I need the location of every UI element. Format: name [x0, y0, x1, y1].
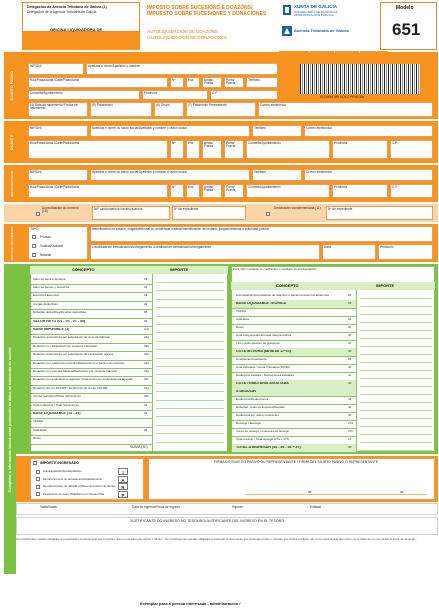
right-row-amount[interactable] — [360, 421, 432, 428]
right-row-label: BASE LIQUIDABLE TEÓRICA — [236, 302, 287, 305]
right-row-label: COTA TRIBUTARIA AXUSTADA — [236, 382, 289, 385]
firma-de-1: de — [308, 490, 312, 494]
privado-checkbox[interactable] — [32, 235, 36, 239]
right-row-number: 38 — [348, 349, 352, 353]
right-row-divider — [231, 308, 356, 309]
re-porta-label: Porta/ Puerta — [226, 185, 236, 193]
re-provincia-label: Provincia — [334, 185, 348, 189]
notarial-label: Notarial — [40, 253, 51, 257]
left-row-label: Redución autonómica por adquisición de explotación agraria — [33, 353, 114, 357]
left-row-label: Redución por vivenda habitual/Reducción por vivienda habitual — [33, 369, 117, 373]
right-concepto-header: CONCEPTO — [276, 283, 299, 288]
left-row-number: 03 — [144, 293, 148, 298]
notarial-checkbox[interactable] — [32, 253, 36, 257]
left-row-amount[interactable] — [156, 302, 224, 309]
do-provincia-label: Provincia — [334, 141, 348, 145]
left-row-divider — [30, 292, 152, 293]
right-row-number: 45 — [348, 413, 352, 417]
data-label: Data — [324, 245, 331, 249]
left-row-divider — [30, 435, 152, 436]
payment-option-letter[interactable]: P — [118, 491, 128, 498]
left-row-label: Redución autonómica por adquisición de vivenda habitual — [33, 336, 110, 340]
re-cp-label: C.P. — [392, 185, 398, 189]
left-row-divider — [30, 343, 152, 344]
do-rua-label: Rúa/Praza/Avda./Calle/Plaza/Avda — [30, 141, 80, 145]
firma-line — [246, 494, 426, 495]
left-importe-header: IMPORTE — [170, 267, 189, 272]
right-row-divider — [231, 340, 356, 341]
sp-esc-label: Esc. — [188, 78, 195, 82]
representante-label: REPRESENTANTE — [10, 170, 14, 197]
payment-option-checkbox[interactable] — [36, 477, 40, 481]
xudicial-checkbox[interactable] — [32, 244, 36, 248]
left-row-amount[interactable] — [156, 428, 224, 435]
left-row-divider — [30, 393, 152, 394]
left-row-amount[interactable] — [156, 285, 224, 292]
sp-rua-label: Rúa/Praza/Avda./Calle/Plaza/Avda — [30, 78, 80, 82]
left-row-amount[interactable] — [156, 310, 224, 317]
do-apelidos-label: Apelidos e nome ou razón social/Apellidos y nombre o razón social — [92, 126, 187, 130]
importe-ingresado-checkbox[interactable] — [33, 461, 37, 465]
left-row-divider — [30, 318, 152, 319]
suxeito-label: SUXEITO PASIVO — [10, 70, 14, 101]
importe-ingresado-label: IMPORTE INGRESADO — [40, 461, 80, 465]
right-row-label: Deducións por dobre imposición — [236, 414, 279, 417]
sp-cp-label: C.P. — [212, 91, 218, 95]
left-row-label: VALOR NETO (01 - 03 - 07 - 08) — [33, 319, 86, 323]
identificacion-label: Identificación do notario, xulgado/tribunal ou autoridade xudicial/Identificación del notario, juzgado/tribunal o autoridad judicial — [92, 227, 269, 231]
right-row-divider — [231, 316, 356, 317]
consellaria-name: CONSELLERÍA DE FACENDA E ADMINISTRACIÓN PÚBLICA — [294, 10, 338, 17]
importe-label: Importe — [232, 505, 243, 509]
right-row-amount[interactable] — [360, 397, 432, 404]
re-correo-label: Correo electrónico — [306, 170, 333, 174]
xudicial-label: Xudicial/Judicial — [40, 244, 63, 248]
right-row-amount[interactable] — [360, 301, 432, 308]
left-row-amount[interactable] — [156, 277, 224, 284]
right-row-amount[interactable] — [360, 309, 432, 316]
sp-concello-label: Concello/Ayuntamiento — [30, 91, 63, 95]
left-row-divider — [30, 301, 152, 302]
left-suma-label: SUMA (30) — [130, 445, 148, 449]
left-row-amount[interactable] — [156, 386, 224, 393]
left-row-label: BASE IMPONIBLE (1) — [33, 327, 70, 331]
right-row-number: 37 — [348, 341, 352, 345]
tipo-label: TIPO — [30, 227, 39, 231]
right-row-number: 27b — [348, 429, 354, 433]
right-row-label: Cota tributaria / Cuota Tributaria (38x39) — [236, 366, 290, 369]
left-row-divider — [30, 402, 152, 403]
left-row-divider — [30, 427, 152, 428]
do-nif-label: NIF/DNI — [30, 126, 42, 130]
right-row-number: 33 — [348, 301, 352, 305]
right-row-number: 35 — [348, 325, 352, 329]
left-row-number: (11) — [144, 326, 150, 331]
footer-bank-row — [16, 503, 438, 515]
side-note: Completar a información básica sobre protección de datos no tratamento do modelo — [8, 347, 12, 493]
left-row-label: BASE LIQUIDABLE (13 - 24) — [33, 411, 81, 415]
subtitle-gl: AUTOLIQUIDACIÓN DE DOAZÓNS — [147, 29, 218, 34]
left-row-divider — [30, 360, 152, 361]
right-row-amount[interactable] — [360, 413, 432, 420]
left-row-number: 24b — [144, 343, 150, 348]
left-row-number: 01 — [144, 276, 148, 281]
left-row-divider — [30, 309, 152, 310]
fine-print — [16, 538, 436, 594]
saldo-label: Saldo/Saldo — [40, 505, 58, 509]
re-esc-label: Esc. — [188, 185, 195, 189]
declaracion-checkbox[interactable] — [266, 212, 270, 216]
sp-nif-label: NIF/DNI — [30, 64, 42, 68]
left-row-number: 24f — [144, 377, 149, 382]
atriga-name: Axencia Tributaria de Galicia — [294, 28, 349, 33]
do-porta-label: Porta/ Puerta — [226, 141, 236, 149]
right-row-label: Débedas, cotas ou importes/Deudas — [236, 406, 285, 409]
payment-option-label: Recoñecemento do aprazamento/Aplazamiento — [43, 477, 103, 481]
barcode — [300, 64, 420, 94]
left-row-number: 24 — [144, 402, 148, 407]
left-row-divider — [30, 334, 152, 335]
left-row-label: Débedas deducibles/Deudas deducibles — [33, 311, 87, 315]
left-row-divider — [30, 376, 152, 377]
copy-label: Exemplar para a persoa interesada - administración / — [140, 601, 241, 606]
right-row-label: Deducións estatais / Deducciones estatales — [236, 374, 295, 377]
right-row-amount[interactable] — [360, 317, 432, 324]
right-row-amount[interactable] — [360, 429, 432, 436]
left-row-label: Ata/Hasta — [33, 428, 47, 432]
sp-parentesco-label: (5) Parentesco — [92, 103, 113, 107]
sp-provincia-label: Provincia — [144, 91, 158, 95]
right-row-number: 43 — [348, 397, 352, 401]
left-row-number: 04 — [144, 301, 148, 306]
left-concepto-header: CONCEPTO — [72, 267, 95, 272]
left-row-amount[interactable] — [156, 335, 224, 342]
sp-grupo-label: (6) Grupo — [156, 103, 170, 107]
left-row-amount[interactable] — [156, 436, 224, 443]
sp-porta-label: Porta/ Puerta — [226, 78, 236, 86]
right-row-label: Xuros de recargo / Intereses de recargo — [236, 430, 290, 433]
sp-andar-label: Andar/ Planta — [204, 78, 214, 86]
consolidacion-checkbox[interactable] — [36, 212, 40, 216]
right-row-label: Cota íntegra teórica/Cuota íntegra teórica — [236, 334, 292, 337]
right-row-label: Deducións/Deducciones — [236, 398, 269, 401]
barcode-text: 0123456789 SOLO PRUEBA — [320, 95, 365, 99]
right-row-divider — [231, 452, 356, 453]
title-gl: IMPOSTO SOBRE SUCESIÓNS E DOAZÓNS/ — [147, 5, 253, 11]
doante-label: DOANTE — [10, 134, 14, 150]
sp-correo-label: Correo electrónico — [260, 103, 287, 107]
right-intro: Para cubrir mediante os coeficientes o resultado da autoliquidación... — [233, 267, 319, 271]
re-rua-label: Rúa/Praza/Avda./Calle/Plaza/Avda — [30, 185, 80, 189]
fine-print-text: Os contribuíntes quedan obrigados á presentación do documento que conteña o acto ou contrato que orixine o tributo... Os contribuyentes quedan obligados a presentar el documento que contenga el acto o contrato que origine el tributo, así como copia simple del mismo, en el plazo de un mes desde la fecha de devengo... — [16, 538, 418, 541]
nif-usufrutuario-label: NIF usufrutuario/a /usufructuario/a — [94, 207, 143, 211]
do-num-label: Nº — [172, 141, 176, 145]
left-row-label: TARIFA — [33, 420, 44, 424]
left-row-number: 06 — [144, 318, 148, 323]
right-row-number: 34 — [348, 317, 352, 321]
sp-nacemento-label: (4) Data de nacemento/ Fecha de nacimiento — [30, 103, 78, 111]
left-row-divider — [30, 385, 152, 386]
right-row-amount[interactable] — [360, 349, 432, 356]
do-andar-label: Andar/ Planta — [204, 141, 214, 149]
do-concello-label: Concello/Ayuntamiento — [248, 141, 281, 145]
left-row-number: 24e — [144, 368, 150, 373]
left-row-divider — [30, 284, 152, 285]
right-row-amount[interactable] — [360, 373, 432, 380]
re-nif-label: NIF/DNI — [30, 170, 42, 174]
right-row-label: COTA ÍNTEGRA (tarifa ou 17*10) — [236, 350, 291, 353]
left-row-amount[interactable] — [156, 377, 224, 384]
right-row-divider — [231, 324, 356, 325]
right-row-amount[interactable] — [360, 333, 432, 340]
consolidacion-label: Consolidación do dominio (18) — [42, 206, 79, 214]
right-row-divider — [231, 332, 356, 333]
do-esc-label: Esc. — [188, 141, 195, 145]
left-row-label: Redución da Lei 19/1995 / Reducción de la Ley 19/1995 — [33, 386, 108, 390]
right-row-number: 40 — [348, 365, 352, 369]
right-row-number: 46 — [348, 445, 352, 449]
entidad-label: Entidad — [310, 505, 321, 509]
left-row-number: 24g — [144, 385, 150, 390]
left-row-amount[interactable] — [156, 319, 224, 326]
left-row-label: Redución por patrimonio histórico/Reducción por patrimonio histórico — [33, 361, 125, 365]
modelo-label: Modelo — [396, 5, 414, 11]
right-row-label: TARIFA — [236, 310, 247, 313]
payment-option-letter[interactable]: R — [118, 483, 128, 490]
right-row-number: 27 — [348, 437, 352, 441]
re-apelidos-label: Apelidos e nome ou razón social/Apellidos y nombre o razón social — [92, 170, 187, 174]
right-row-label: Coeficiente/Coeficiente — [236, 358, 267, 361]
localidade-label: Localidade de formalización/outorgamento /Localidad de formalización/otorgamiento — [92, 245, 212, 249]
left-row-label: Exención/ Exención — [33, 294, 60, 298]
left-row-amount[interactable] — [156, 411, 224, 418]
left-row-divider — [30, 368, 152, 369]
left-row-label: Cargas deducibles — [33, 302, 58, 306]
payment-option-label: Autoliquidación/Autoliquidación — [43, 470, 82, 473]
right-table-header — [231, 282, 435, 290]
right-row-number: 27a — [348, 421, 354, 425]
left-row-divider — [30, 418, 152, 419]
firma-label: FIRMA DO SUXEITO PASIVO OU REPRESENTANTE / FIRMA DEL SUJETO PASIVO O REPRESENTANTE — [214, 460, 379, 464]
agency-line2: Delegación de la Agencia Tributaria de Galicia — [27, 10, 97, 14]
left-row-number: 02 — [144, 284, 148, 289]
left-row-amount[interactable] — [156, 352, 224, 359]
right-row-number: 32 — [348, 293, 352, 297]
left-row-amount[interactable] — [156, 394, 224, 401]
right-row-amount[interactable] — [360, 389, 432, 396]
right-row-label: Tipo medio efectivo de gravamen — [236, 342, 281, 345]
left-table-header — [30, 266, 228, 274]
right-row-label: Recargo / Recargo — [236, 422, 262, 425]
privado-label: Privado — [40, 235, 51, 239]
left-row-label: Valor de bens e dereitos/ — [33, 277, 67, 281]
atriga-icon — [282, 26, 292, 36]
right-row-amount[interactable] — [360, 381, 432, 388]
right-row-divider — [231, 420, 356, 421]
do-correo-label: Correo electrónico — [306, 126, 333, 130]
right-row-amount[interactable] — [360, 341, 432, 348]
re-telefono-label: Teléfono — [254, 170, 267, 174]
sp-cp[interactable] — [210, 90, 278, 100]
right-row-number: 36 — [348, 333, 352, 337]
left-row-number: 24h — [144, 394, 150, 399]
right-row-divider — [231, 412, 356, 413]
oficina-label: OFICINA LIQUIDADORA DE — [50, 27, 103, 32]
left-row-number: 24c — [144, 352, 149, 357]
num-expediente-label: Nº de expediente — [328, 207, 353, 211]
right-row-number: 42 — [348, 381, 352, 385]
right-row-number: 39 — [348, 357, 352, 361]
modelo-box — [380, 2, 437, 50]
xunta-name: XUNTA DE GALICIA — [294, 4, 338, 9]
xunta-logo-box — [280, 2, 378, 40]
left-row-number: 26 — [144, 427, 148, 432]
left-row-label: Redución por explotacións agrarias / Reducción por explotaciones agrarias — [33, 378, 133, 382]
left-row-label: Outras reducións/Otras reducciones — [33, 395, 82, 399]
left-row-amount[interactable] — [156, 419, 224, 426]
modelo-number: 651 — [392, 20, 421, 39]
right-row-label: Resto — [236, 326, 244, 329]
sp-patrimonio-label: (7) Patrimonio Preexistente — [188, 103, 227, 107]
left-row-amount[interactable] — [156, 361, 224, 368]
right-row-divider — [231, 436, 356, 437]
data-ingreso-label: Data de ingreso/Fecha de ingreso — [132, 505, 181, 509]
left-row-number: 24d — [144, 360, 150, 365]
left-row-amount[interactable] — [156, 369, 224, 376]
right-row-divider — [231, 428, 356, 429]
left-row-label: Resto — [33, 437, 41, 441]
right-row-divider — [231, 404, 356, 405]
re-num-label: Nº — [172, 185, 176, 189]
left-row-number: 24a — [144, 335, 150, 340]
right-row-label: Ata/Hasta — [236, 318, 250, 321]
right-row-label: Total recargo / Total recargo (27a + 27b) — [236, 438, 290, 441]
payment-option-checkbox[interactable] — [36, 470, 40, 474]
left-row-divider — [30, 326, 152, 327]
re-concello-label: Concello/Ayuntamiento — [248, 185, 281, 189]
expediente-label: Nº de expediente — [174, 207, 199, 211]
do-telefono-label: Teléfono — [254, 126, 267, 130]
right-row-amount[interactable] — [360, 325, 432, 332]
payment-option-letter[interactable]: I — [118, 468, 128, 475]
subtitle-es: /AUTOLIQUIDACIÓN DE DONACIONES — [147, 35, 227, 40]
payment-option-checkbox[interactable] — [36, 485, 40, 489]
right-row-divider — [231, 396, 356, 397]
right-row-divider — [231, 372, 356, 373]
re-andar-label: Andar/ Planta — [204, 185, 214, 193]
payment-option-checkbox[interactable] — [36, 492, 40, 496]
justificante-label: XUSTIFICANTE DO INGRESO NO TESOURO/JUSTIFICANTE DEL INGRESO EN EL TESORO — [130, 519, 285, 523]
right-row-amount[interactable] — [360, 445, 432, 452]
declaracion-label: Declaración complementaria (11) — [274, 206, 321, 210]
right-row-amount[interactable] — [360, 357, 432, 364]
protocolo-label: Protocolo — [380, 245, 394, 249]
left-row-amount[interactable] — [156, 293, 224, 300]
oficina-band — [22, 32, 140, 50]
left-row-number: 25 — [144, 410, 148, 415]
left-row-label: Redución por adquisición de empresa individual — [33, 344, 97, 348]
left-row-label: Total reducións / Total reducciones — [33, 403, 79, 407]
do-cp-label: C.P. — [392, 141, 398, 145]
left-row-label: Valor de bienes y derechos — [33, 285, 70, 289]
documento-label: DATOS DO DOCUMENTO — [10, 226, 14, 260]
left-row-number: 05 — [144, 310, 148, 315]
right-row-number: 41 — [348, 373, 352, 377]
left-row-amount[interactable] — [156, 344, 224, 351]
title-box — [141, 2, 278, 50]
sp-num-label: Nº — [172, 78, 176, 82]
payment-option-label: Recoñecemento de débeda (2)/Reconocimiento de deuda — [43, 485, 115, 488]
header — [0, 0, 439, 52]
title-es: IMPUESTO SOBRE SUCESIONES Y DONACIONES — [147, 11, 267, 17]
left-row-amount[interactable] — [156, 403, 224, 410]
sp-telefono-label: Teléfono — [248, 78, 261, 82]
right-row-amount[interactable] — [360, 365, 432, 372]
right-row-label: A DEDUCIR — [236, 390, 256, 393]
right-row-amount[interactable] — [360, 405, 432, 412]
sp-apelidos-label: Apelidos e nome/Apellidos y nombre — [88, 64, 140, 68]
left-row-divider — [30, 351, 152, 352]
firma-de-2: de — [400, 490, 404, 494]
right-row-label: Acumulación/Acumulación de doazóns e pactos sucesorios anteriores — [236, 294, 330, 297]
agency-line1: Delegación da Axencia Tributaria de Galicia (1) — [27, 5, 107, 9]
right-importe-header: IMPORTE — [376, 283, 395, 288]
left-row-divider — [30, 410, 152, 411]
payment-option-letter[interactable]: A — [118, 476, 128, 483]
right-row-divider — [231, 356, 356, 357]
right-row-number: 44 — [348, 405, 352, 409]
right-row-amount[interactable] — [360, 437, 432, 444]
right-row-divider — [231, 364, 356, 365]
xunta-emblem-icon — [282, 4, 292, 16]
payment-option-label: Pagamento con bens PHE/Pago con bienes PHE — [43, 492, 105, 496]
right-row-label: TOTAL A INGRESAR (34 - 35 - 36 + 37) — [236, 446, 301, 449]
right-row-amount[interactable] — [360, 293, 432, 300]
left-row-amount[interactable] — [156, 327, 224, 334]
